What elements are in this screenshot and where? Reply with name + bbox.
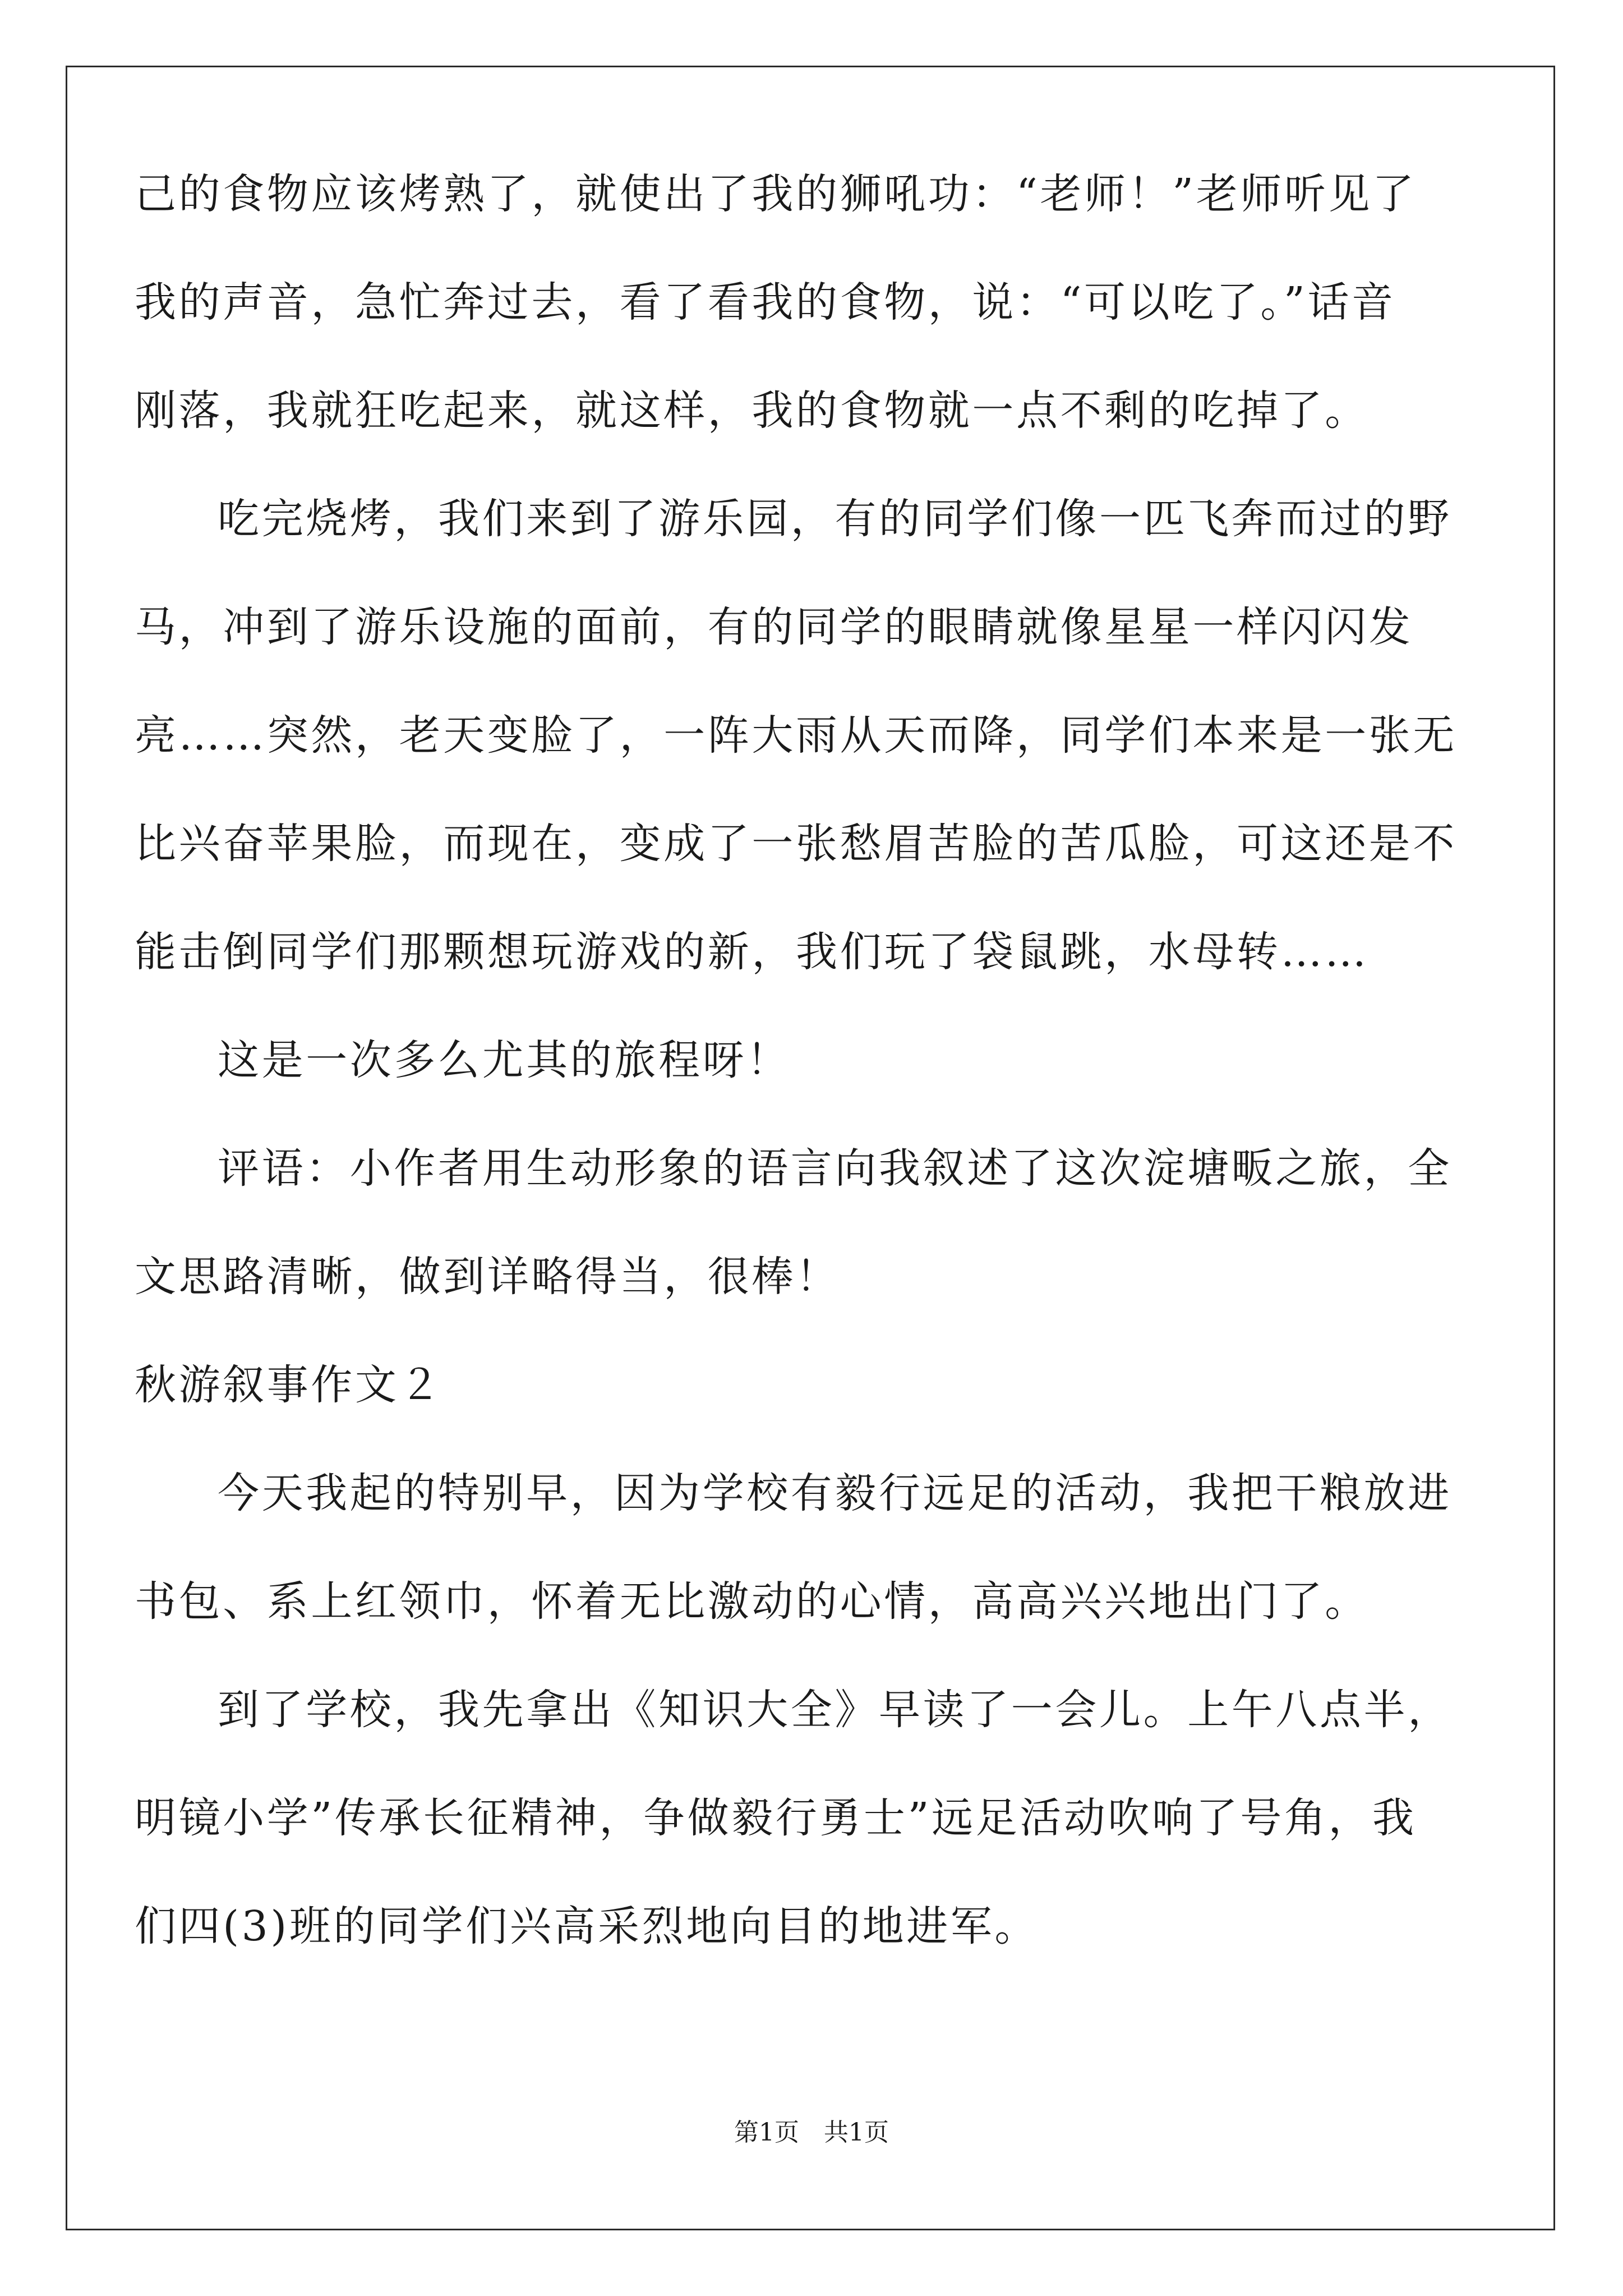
text-line-10: 评语：小作者用生动形象的语言向我叙述了这次淀塘畈之旅，全: [218, 1144, 1452, 1193]
text-line-9: 这是一次多么尤其的旅程呀！: [218, 1036, 791, 1084]
text-line-8: 能击倒同学们那颗想玩游戏的新，我们玩了袋鼠跳，水母转……: [135, 928, 1369, 976]
text-line-5: 马，冲到了游乐设施的面前，有的同学的眼睛就像星星一样闪闪发: [135, 603, 1413, 651]
text-line-4: 吃完烧烤，我们来到了游乐园，有的同学们像一匹飞奔而过的野: [218, 495, 1452, 543]
text-line-15: 到了学校，我先拿出《知识大全》早读了一会儿。上午八点半，: [218, 1686, 1452, 1734]
text-line-14: 书包、系上红领巾，怀着无比激动的心情，高高兴兴地出门了。: [135, 1577, 1369, 1626]
text-line-16: 明镜小学”传承长征精神，争做毅行勇士”远足活动吹响了号角，我: [135, 1794, 1417, 1842]
page-footer: 第1页 共1页: [734, 2118, 889, 2147]
text-line-2: 我的声音，急忙奔过去，看了看我的食物，说：“可以吃了。”话音: [135, 278, 1396, 326]
section-heading: 秋游叙事作文２: [135, 1361, 444, 1409]
text-line-1: 己的食物应该烤熟了，就使出了我的狮吼功：“老师！”老师听见了: [135, 170, 1417, 218]
text-line-17: 们四(3)班的同学们兴高采烈地向目的地进军。: [135, 1902, 1039, 1950]
document-body: [135, 140, 1492, 1981]
text-line-13: 今天我起的特别早，因为学校有毅行远足的活动，我把干粮放进: [218, 1469, 1452, 1517]
text-line-11: 文思路清晰，做到详略得当，很棒！: [135, 1253, 840, 1301]
text-line-6: 亮……突然，老天变脸了，一阵大雨从天而降，同学们本来是一张无: [135, 711, 1457, 760]
text-line-3: 刚落，我就狂吃起来，就这样，我的食物就一点不剩的吃掉了。: [135, 386, 1369, 435]
text-line-7: 比兴奋苹果脸，而现在，变成了一张愁眉苦脸的苦瓜脸，可这还是不: [135, 820, 1457, 868]
